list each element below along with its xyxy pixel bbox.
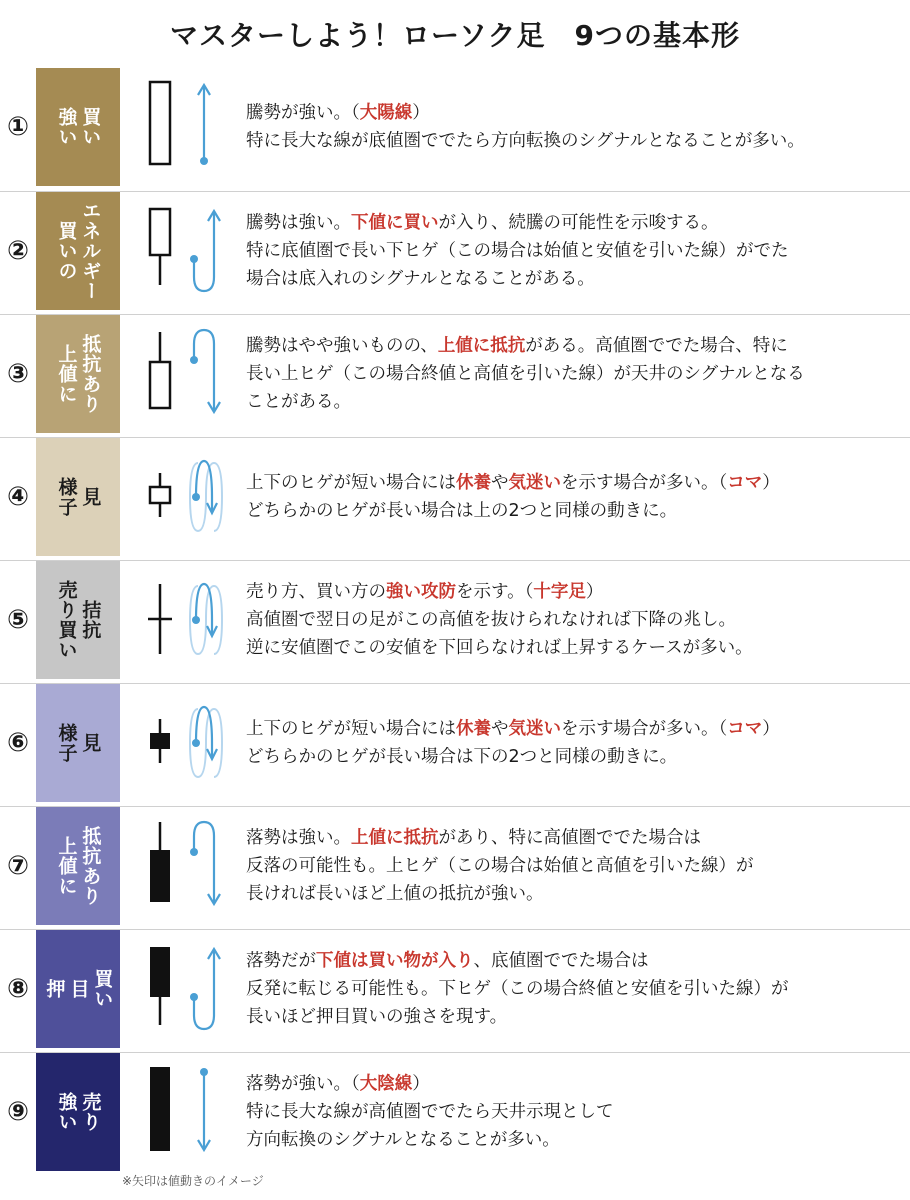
pattern-label-text: 売り [79,1092,102,1132]
white-candle-upper-shadow-icon [150,332,170,408]
pattern-label [36,315,120,433]
oscillating-arrow-icon [190,584,222,654]
white-candle-lower-shadow-icon [150,209,170,285]
down-arrow-icon [198,1068,210,1150]
oscillating-arrow-icon [190,461,222,531]
pattern-label [36,684,120,802]
highlight-term: 休養 [456,473,491,493]
pattern-label [36,561,120,679]
pattern-label-text: 買い [79,107,102,147]
highlight-term: 上値に抵抗 [437,336,526,356]
page-title: マスターしよう！ローソク足 9つの基本形 [169,19,741,52]
description-text: 騰勢が強い。（ [246,103,360,123]
dip-then-up-arrow-icon [190,949,220,1029]
pattern-number: ⑥ [6,728,29,758]
candlestick-diagram [138,447,238,547]
pattern-label-text: 目 [67,979,90,999]
pattern-description [246,192,896,310]
description-line [246,360,896,388]
description-text: を示す。（ [456,582,534,602]
pattern-number: ① [6,112,29,142]
description-text: どちらかのヒゲが長い場合は下の2つと同様の動きに。 [246,747,678,767]
pattern-description [246,68,896,186]
description-text: ） [412,1074,430,1094]
pattern-label [36,192,120,310]
highlight-term: 気迷い [508,473,561,493]
description-text: が入り、続騰の可能性を示唆する。 [438,213,719,233]
description-line [246,1003,896,1031]
pattern-row [0,437,910,556]
pattern-label-text: 売り買い [55,580,78,660]
description-line [246,824,896,852]
description-text: 特に長大な線が底値圏ででたら方向転換のシグナルとなることが多い。 [246,131,805,151]
pattern-label-text: 様子 [55,723,78,763]
pattern-description [246,561,896,679]
pattern-number: ⑤ [6,605,29,635]
description-text: ） [585,582,604,602]
pattern-description [246,315,896,433]
pattern-row [0,560,910,679]
highlight-term: 大陰線 [359,1074,413,1094]
description-text: 落勢が強い。（ [246,1074,360,1094]
black-candle-upper-shadow-icon [150,822,170,902]
pattern-number: ③ [6,359,29,389]
candlestick-diagram [138,77,238,177]
pattern-row [0,68,910,186]
candlestick-diagram [138,693,238,793]
description-text: 長ければ長いほど上値の抵抗が強い。 [246,884,544,904]
pattern-description [246,684,896,802]
pattern-label-text: 強い [55,107,78,147]
pattern-description [246,1053,896,1171]
pattern-label-text: 上値に [55,344,78,404]
description-line [246,265,896,293]
rise-then-down-arrow-icon [190,822,220,904]
small-white-spinning-top-icon [150,473,170,517]
dip-then-up-arrow-icon [190,211,220,291]
pattern-label-text: エネルギー [79,201,102,301]
highlight-term: 大陽線 [359,103,413,123]
pattern-label [36,807,120,925]
candlestick-diagram [138,570,238,670]
pattern-description [246,930,896,1048]
pattern-label-text: 抵抗あり [79,826,102,906]
description-line [246,947,896,975]
pattern-label [36,438,120,556]
description-line [246,634,896,662]
description-line [246,127,896,155]
description-line [246,715,896,743]
description-text: 長いほど押目買いの強さを現す。 [246,1007,508,1027]
pattern-description [246,438,896,556]
up-arrow-icon [198,85,210,165]
description-text: を示す場合が多い。（ [561,719,728,739]
footnote: ※矢印は値動きのイメージ [122,1174,264,1188]
description-text: ことがある。 [246,392,351,412]
highlight-term: コマ [727,473,763,493]
description-text: 特に底値圏で長い下ヒゲ（この場合は始値と安値を引いた線）がでた [246,241,789,261]
pattern-label [36,930,120,1048]
pattern-number: ② [6,236,29,266]
description-text: 反落の可能性も。上ヒゲ（この場合は始値と高値を引いた線）が [246,856,754,876]
highlight-term: 強い攻防 [386,582,456,602]
description-line [246,99,896,127]
description-text: 高値圏で翌日の足がこの高値を抜けられなければ下降の兆し。 [246,610,736,630]
description-text: がある。高値圏ででた場合、特に [525,336,788,356]
description-text: や [491,719,509,739]
description-text: を示す場合が多い。（ [561,473,728,493]
highlight-term: コマ [727,719,763,739]
pattern-label-text: 買い [91,969,114,1009]
description-line [246,388,896,416]
pattern-row [0,1052,910,1171]
description-text: 特に長大な線が高値圏ででたら天井示現として [246,1102,614,1122]
pattern-description [246,807,896,925]
description-text: 反発に転じる可能性も。下ヒゲ（この場合終値と安値を引いた線）が [246,979,789,999]
highlight-term: 十字足 [533,582,586,602]
description-line [246,469,896,497]
description-text: ） [412,103,430,123]
description-line [246,743,896,771]
description-line [246,880,896,908]
description-text: 、底値圏ででた場合は [473,951,649,971]
highlight-term: 気迷い [508,719,561,739]
pattern-number: ④ [6,482,29,512]
pattern-number: ⑦ [6,851,29,881]
description-text: どちらかのヒゲが長い場合は上の2つと同様の動きに。 [246,501,678,521]
pattern-label-text: 上値に [55,836,78,896]
candlestick-diagram [138,939,238,1039]
pattern-label-text: 買いの [55,221,78,281]
description-text: 逆に安値圏でこの安値を下回らなければ上昇するケースが多い。 [246,638,753,658]
description-line [246,852,896,880]
small-black-spinning-top-icon [150,719,170,763]
description-text: 上下のヒゲが短い場合には [246,473,456,493]
pattern-number: ⑨ [6,1097,29,1127]
highlight-term: 下値に買い [351,213,439,233]
pattern-label [36,68,120,186]
description-line [246,237,896,265]
pattern-label-text: 見 [79,487,102,507]
pattern-row [0,929,910,1048]
description-line [246,578,896,606]
description-text: や [491,473,509,493]
description-line [246,975,896,1003]
doji-cross-icon [148,584,172,654]
candlestick-diagram [138,201,238,301]
pattern-label-text: 強い [55,1092,78,1132]
highlight-term: 上値に抵抗 [351,828,439,848]
description-text: ） [762,719,780,739]
description-line [246,1098,896,1126]
description-text: 騰勢はやや強いものの、 [246,336,438,356]
description-line [246,209,896,237]
pattern-row [0,191,910,310]
pattern-label-text: 押 [43,979,66,999]
candlestick-diagram [138,324,238,424]
description-text: 長い上ヒゲ（この場合終値と高値を引いた線）が天井のシグナルとなる [246,364,805,384]
pattern-row [0,683,910,802]
description-text: 方向転換のシグナルとなることが多い。 [246,1130,560,1150]
pattern-label-text: 抵抗あり [79,334,102,414]
description-line [246,1126,896,1154]
oscillating-arrow-icon [190,707,222,777]
description-text: 落勢だが [246,951,316,971]
description-line [246,606,896,634]
description-line [246,332,896,360]
pattern-label [36,1053,120,1171]
description-line [246,1070,896,1098]
long-white-candle-icon [150,82,170,164]
highlight-term: 下値は買い物が入り [316,951,474,971]
description-text: 上下のヒゲが短い場合には [246,719,456,739]
pattern-number: ⑧ [6,974,29,1004]
pattern-label-text: 拮抗 [79,600,102,640]
pattern-label-text: 見 [79,733,102,753]
pattern-label-text: 様子 [55,477,78,517]
description-text: があり、特に高値圏ででた場合は [438,828,701,848]
candlestick-diagram [138,1062,238,1162]
black-candle-lower-shadow-icon [150,947,170,1025]
long-black-candle-icon [150,1067,170,1151]
pattern-row [0,314,910,433]
candlestick-diagram [138,816,238,916]
highlight-term: 休養 [456,719,491,739]
description-text: 売り方、買い方の [246,582,386,602]
rise-then-down-arrow-icon [190,330,220,412]
description-text: 騰勢は強い。 [246,213,351,233]
description-text: 落勢は強い。 [246,828,351,848]
description-line [246,497,896,525]
description-text: ） [762,473,780,493]
pattern-row [0,806,910,925]
description-text: 場合は底入れのシグナルとなることがある。 [246,269,595,289]
